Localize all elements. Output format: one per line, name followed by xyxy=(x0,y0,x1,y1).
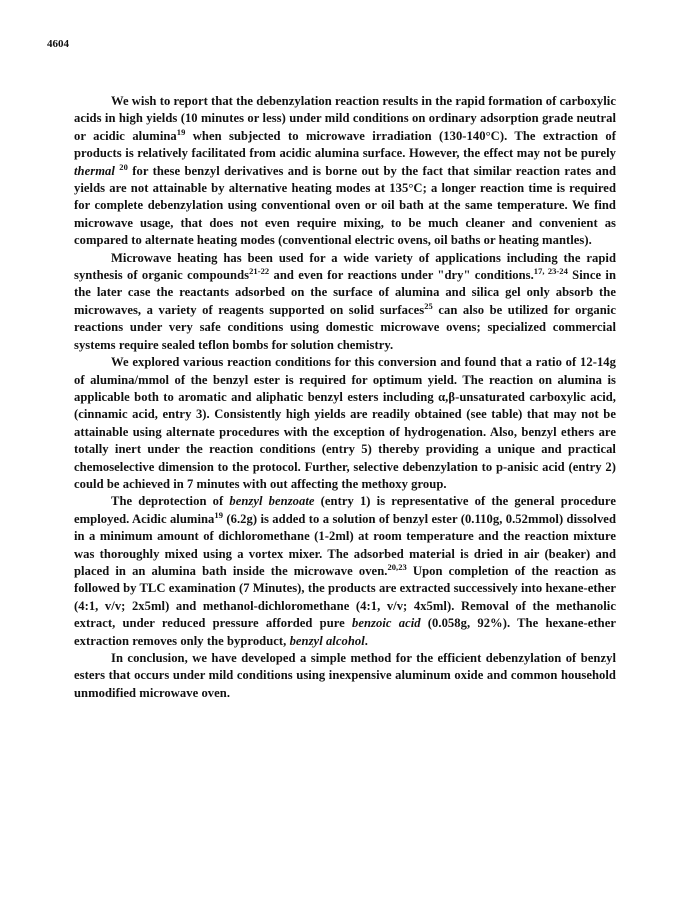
text-run: We wish to report that the debenzylation reaction results in the rapid formation of carboxylic acids in high yields (10 minutes or less) under mild conditions on ordinary adsorption grade neutral or acidic alumina xyxy=(74,94,616,143)
reference-superscript: 17, 23-24 xyxy=(533,266,568,277)
reference-superscript: 20,23 xyxy=(387,561,407,572)
text-run: Upon completion of the reaction as followed by TLC examination (7 Minutes), the products are extracted successively into hexane-ether (4:1, v/v; 2x5ml) and methanol-dichloromethane (4:1, v/v; 4x5ml). Removal of the methanolic extract, under reduced pressure afforded pure xyxy=(74,563,616,631)
paragraph xyxy=(74,93,616,250)
text-run: when subjected to microwave irradiation (130-140°C). The extraction of products is relatively facilitated from acidic alumina surface. However, the effect may not be purely xyxy=(74,128,616,161)
text-run: . xyxy=(364,633,368,648)
paragraph xyxy=(74,493,616,650)
paragraph xyxy=(74,650,616,702)
paragraph xyxy=(74,250,616,354)
paragraph xyxy=(74,354,616,493)
italic-text: benzyl alcohol xyxy=(289,633,365,648)
text-run: Microwave heating has been used for a wide variety of applications including the rapid synthesis of organic compounds xyxy=(74,250,616,283)
text-run: for these benzyl derivatives and is borne out by the fact that similar reaction rates and yields are not attainable by alternative heating modes at 135°C; a longer reaction time is required for complete debenzylation using conventional oven or oil bath at the same temperature. We find microwave usage, that does not even require mixing, to be much cleaner and convenient as compared to alternate heating modes (conventional electric ovens, oil baths or heating mantles). xyxy=(74,163,616,248)
text-run: We explored various reaction conditions for this conversion and found that a ratio of 12-14g of alumina/mmol of the benzyl ester is required for optimum yield. The reaction on alumina is applicable both to aromatic and aliphatic benzyl esters including α,β-unsaturated carboxylic acid, (cinnamic acid, entry 3). Consistently high yields are readily obtained (see table) that may not be attainable using alternate procedures with the exception of hydrogenation. Also, benzyl ethers are totally inert under the reaction conditions (entry 5) thereby providing a unique and practical chemoselective dimension to the protocol. Further, selective debenzylation to p-anisic acid (entry 2) could be achieved in 7 minutes with out affecting the methoxy group. xyxy=(74,355,616,491)
reference-superscript: 25 xyxy=(424,300,433,311)
page-number: 4604 xyxy=(47,38,69,50)
text-run: Since in the later case the reactants adsorbed on the surface of alumina and silica gel only absorb the microwaves, a variety of reagents supported on solid surfaces xyxy=(74,268,616,317)
text-run: (0.058g, 92%). The hexane-ether extraction removes only the byproduct, xyxy=(74,616,616,648)
reference-superscript: 21-22 xyxy=(249,266,270,277)
text-run: (entry 1) is representative of the general procedure employed. Acidic alumina xyxy=(74,494,616,526)
text-run: and even for reactions under "dry" conditions. xyxy=(269,268,534,283)
italic-text: benzyl benzoate xyxy=(229,494,315,509)
text-run: In conclusion, we have developed a simple method for the efficient debenzylation of benzyl esters that occurs under mild conditions using inexpensive aluminum oxide and common household unmodified microwave oven. xyxy=(74,651,616,700)
text-run: can also be utilized for organic reactions under very safe conditions using domestic microwave ovens; specialized commercial systems require sealed teflon bombs for solution chemistry. xyxy=(74,302,616,352)
reference-superscript: 19 xyxy=(214,509,224,520)
reference-superscript: 19 xyxy=(176,126,186,137)
italic-text: benzoic acid xyxy=(352,616,421,631)
text-run: (6.2g) is added to a solution of benzyl ester (0.110g, 0.52mmol) dissolved in a minimum amount of dichloromethane (1-2ml) at room temperature and the reaction mixture was thoroughly mixed using a vortex mixer. The adsorbed material is dried in air (beaker) and placed in an alumina bath inside the microwave oven. xyxy=(74,511,616,578)
article-body xyxy=(74,93,616,702)
reference-superscript: 20 xyxy=(119,161,128,172)
italic-text: thermal xyxy=(74,163,115,178)
text-run: The deprotection of xyxy=(111,494,230,509)
